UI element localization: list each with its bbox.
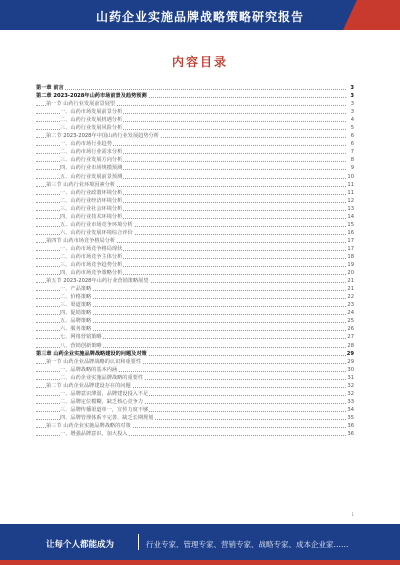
toc-entry-page: 17	[347, 237, 354, 244]
toc-entry-title: 第一章 前言	[36, 85, 64, 91]
toc-entry-page: 14	[347, 213, 354, 220]
footer-divider	[138, 534, 139, 550]
toc-entry-title: 一、品牌战略的基本内涵	[60, 366, 118, 373]
toc-entry[interactable]	[36, 92, 354, 100]
toc-entry-page: 10	[347, 173, 354, 180]
toc-entry-title: 第三节 山药行业环境因素分析	[46, 181, 116, 188]
toc-entry-page: 19	[347, 262, 354, 269]
footer-slogan: 让每个人都能成为	[46, 540, 115, 550]
toc-entry-title: 二、山药行业经济环境分析	[60, 197, 123, 204]
toc-entry-page: 21	[347, 286, 354, 293]
toc-entry-page: 36	[347, 422, 354, 429]
toc-entry-page: 22	[347, 294, 354, 301]
toc-entry-title: 二、品牌定位模糊，缺乏核心竞争力	[60, 398, 144, 405]
toc-entry-page: 6	[350, 141, 354, 148]
toc-entry-page: 25	[347, 318, 354, 325]
toc-entry[interactable]	[36, 317, 354, 325]
toc-entry[interactable]	[36, 164, 354, 172]
toc-entry-title: 四、促销策略	[60, 310, 92, 317]
toc-entry-page: 4	[350, 117, 354, 124]
toc-entry-title: 三、山药行业社会环境分析	[60, 205, 123, 212]
toc-entry[interactable]	[36, 189, 354, 197]
toc-entry-title: 三、山药行业发展风险分析	[60, 125, 123, 132]
toc-entry-title: 第一节 山药企业品牌战略的认识和重要性	[46, 358, 142, 365]
header-band	[0, 0, 400, 30]
toc-entry[interactable]	[36, 366, 354, 374]
toc-entry-page: 36	[347, 431, 354, 438]
toc-entry-title: 三、山药行业发展方向分析	[60, 157, 123, 164]
toc-entry-title: 第二节 2023-2028年中国山药行业发展趋势分析	[46, 133, 159, 140]
toc-entry-page: 33	[347, 398, 354, 405]
toc-entry[interactable]	[36, 430, 354, 438]
toc-entry-title: 三、山药市场竞争趋势分析	[60, 262, 123, 269]
toc-entry-page: 29	[347, 358, 354, 365]
toc-entry-title: 第二节 山药企业品牌建设存在的问题	[46, 382, 131, 389]
toc-entry-title: 四、品牌管理体系不完善，缺乏长期规划	[60, 414, 154, 421]
toc-entry-page: 26	[347, 326, 354, 333]
toc-entry-page: 18	[347, 253, 354, 260]
toc-entry[interactable]	[36, 350, 354, 358]
toc-entry-page: 11	[347, 189, 354, 196]
toc-entry-title: 四、山药行业市场规模预测	[60, 165, 123, 172]
toc-entry-page: 3	[350, 101, 354, 108]
toc-entry-title: 七、网络营销策略	[60, 334, 102, 341]
toc-entry[interactable]	[36, 414, 354, 422]
toc-entry-title: 三、品牌传播渠道单一，宣传力度不够	[60, 406, 149, 413]
toc-entry-title: 二、山药市场行业需求分析	[60, 149, 123, 156]
toc-entry[interactable]	[36, 309, 354, 317]
toc-entry-title: 第一节 山药行业发展前景展望	[46, 101, 116, 108]
toc-entry[interactable]	[36, 398, 354, 406]
toc-entry[interactable]	[36, 229, 354, 237]
toc-entry[interactable]	[36, 156, 354, 164]
toc-entry-title: 八、营销创新策略	[60, 342, 102, 349]
toc-entry[interactable]	[36, 108, 354, 116]
toc-entry[interactable]	[36, 181, 354, 189]
toc-entry[interactable]	[36, 124, 354, 132]
toc-entry-title: 一、品牌意识薄弱，品牌建设投入不足	[60, 390, 149, 397]
toc-heading: 内容目录	[171, 55, 228, 69]
report-title: 山药企业实施品牌战略策略研究报告	[95, 10, 304, 24]
toc-entry-title: 一、山药行业政策环境分析	[60, 189, 123, 196]
toc-entry[interactable]	[36, 269, 354, 277]
toc-entry-page: 24	[347, 310, 354, 317]
toc-entry-page: 5	[350, 125, 354, 132]
toc-entry[interactable]	[36, 100, 354, 108]
toc-entry-title: 一、增强品牌意识，加大投入	[60, 431, 128, 438]
footer-accent-stripe	[0, 560, 400, 565]
toc-entry-title: 第二章 2023-2028年山药市场前景及趋势预测	[36, 93, 147, 100]
toc-entry[interactable]	[36, 342, 354, 350]
toc-entry-page: 3	[350, 85, 354, 91]
toc-entry-title: 五、山药行业市场竞争环境分析	[60, 221, 133, 228]
toc-entry[interactable]	[36, 132, 354, 140]
toc-entry[interactable]	[36, 333, 354, 341]
toc-entry-title: 一、山药市场竞争格局现状	[60, 245, 123, 252]
toc-entry-title: 五、品牌策略	[60, 318, 92, 325]
toc-entry-page: 31	[347, 374, 354, 381]
toc-entry-page: 29	[346, 350, 354, 357]
toc-entry[interactable]	[36, 301, 354, 309]
toc-entry[interactable]	[36, 140, 354, 148]
toc-entry-title: 六、山药行业发展环境综合评价	[60, 229, 133, 236]
toc-entry-page: 27	[347, 334, 354, 341]
toc-entry-title: 第三章 山药企业实施品牌战略建设的问题及对策	[36, 350, 147, 357]
toc-entry-page: 12	[347, 197, 354, 204]
toc-entry-title: 第五节 2023-2028年山药行业营销策略展望	[46, 278, 149, 285]
toc-entry-title: 二、山药行业发展机遇分析	[60, 117, 123, 124]
toc-entry[interactable]	[36, 237, 354, 245]
toc-entry-page: 7	[350, 149, 354, 156]
toc-entry-page: 3	[350, 109, 354, 116]
toc-entry[interactable]	[36, 382, 354, 390]
toc-entry-page: 6	[350, 133, 354, 140]
toc-entry[interactable]	[36, 422, 354, 430]
toc-entry[interactable]	[36, 84, 354, 92]
page-number: 1	[351, 512, 354, 517]
toc-entry-page: 15	[347, 221, 354, 228]
toc-entry[interactable]	[36, 197, 354, 205]
toc-entry-page: 23	[347, 302, 354, 309]
toc-entry-title: 四、山药市场竞争策略分析	[60, 270, 123, 277]
toc-entry-page: 32	[347, 390, 354, 397]
toc-entry[interactable]	[36, 358, 354, 366]
toc-entry[interactable]	[36, 173, 354, 181]
toc-entry-page: 9	[350, 165, 354, 172]
toc-entry[interactable]	[36, 205, 354, 213]
toc-entry-title: 五、山药行业发展前景预测	[60, 173, 123, 180]
toc-entry-title: 二、山药企业实施品牌战略的重要性	[60, 374, 144, 381]
toc-entry-title: 第三节 山药企业实施品牌战略的对策	[46, 422, 131, 429]
toc-entry-page: 35	[347, 414, 354, 421]
toc-entry-title: 一、山药市场行业趋势	[60, 141, 112, 148]
footer-tagline: 行业专家、管理专家、营销专家、战略专家、成本企业家……	[146, 540, 349, 549]
toc-entry[interactable]	[36, 148, 354, 156]
toc-entry-title: 六、服务策略	[60, 326, 92, 333]
toc-entry-page: 11	[347, 181, 354, 188]
toc-entry-page: 30	[347, 366, 354, 373]
toc-entry-page: 16	[347, 229, 354, 236]
toc-entry-title: 一、山药市场发展前景分析	[60, 109, 123, 116]
toc-entry[interactable]	[36, 285, 354, 293]
toc-leader-dots	[36, 89, 346, 90]
toc-entry-page: 8	[350, 157, 354, 164]
toc-entry-title: 一、产品策略	[60, 286, 92, 293]
toc-entry-page: 20	[347, 270, 354, 277]
toc-entry[interactable]	[36, 325, 354, 333]
toc-entry[interactable]	[36, 261, 354, 269]
table-of-contents	[36, 84, 354, 438]
toc-entry[interactable]	[36, 221, 354, 229]
footer-band	[0, 524, 400, 565]
toc-entry-page: 17	[347, 245, 354, 252]
toc-entry[interactable]	[36, 406, 354, 414]
toc-entry-title: 四、山药行业技术环境分析	[60, 213, 123, 220]
toc-entry-title: 二、山药市场竞争主体分析	[60, 253, 123, 260]
toc-entry[interactable]	[36, 253, 354, 261]
toc-entry-page: 21	[347, 278, 354, 285]
toc-entry[interactable]	[36, 245, 354, 253]
toc-entry-title: 二、价格策略	[60, 294, 92, 301]
toc-entry-page: 28	[347, 342, 354, 349]
toc-entry-title: 第四节 山药市场竞争格局分析	[46, 237, 116, 244]
toc-entry-page: 13	[347, 205, 354, 212]
toc-entry[interactable]	[36, 116, 354, 124]
toc-entry[interactable]	[36, 213, 354, 221]
toc-entry-page: 34	[347, 406, 354, 413]
toc-entry-page: 3	[350, 93, 354, 100]
toc-entry[interactable]	[36, 374, 354, 382]
toc-entry[interactable]	[36, 293, 354, 301]
toc-entry-page: 32	[347, 382, 354, 389]
toc-entry[interactable]	[36, 277, 354, 285]
toc-entry-title: 三、渠道策略	[60, 302, 92, 309]
toc-entry[interactable]	[36, 390, 354, 398]
